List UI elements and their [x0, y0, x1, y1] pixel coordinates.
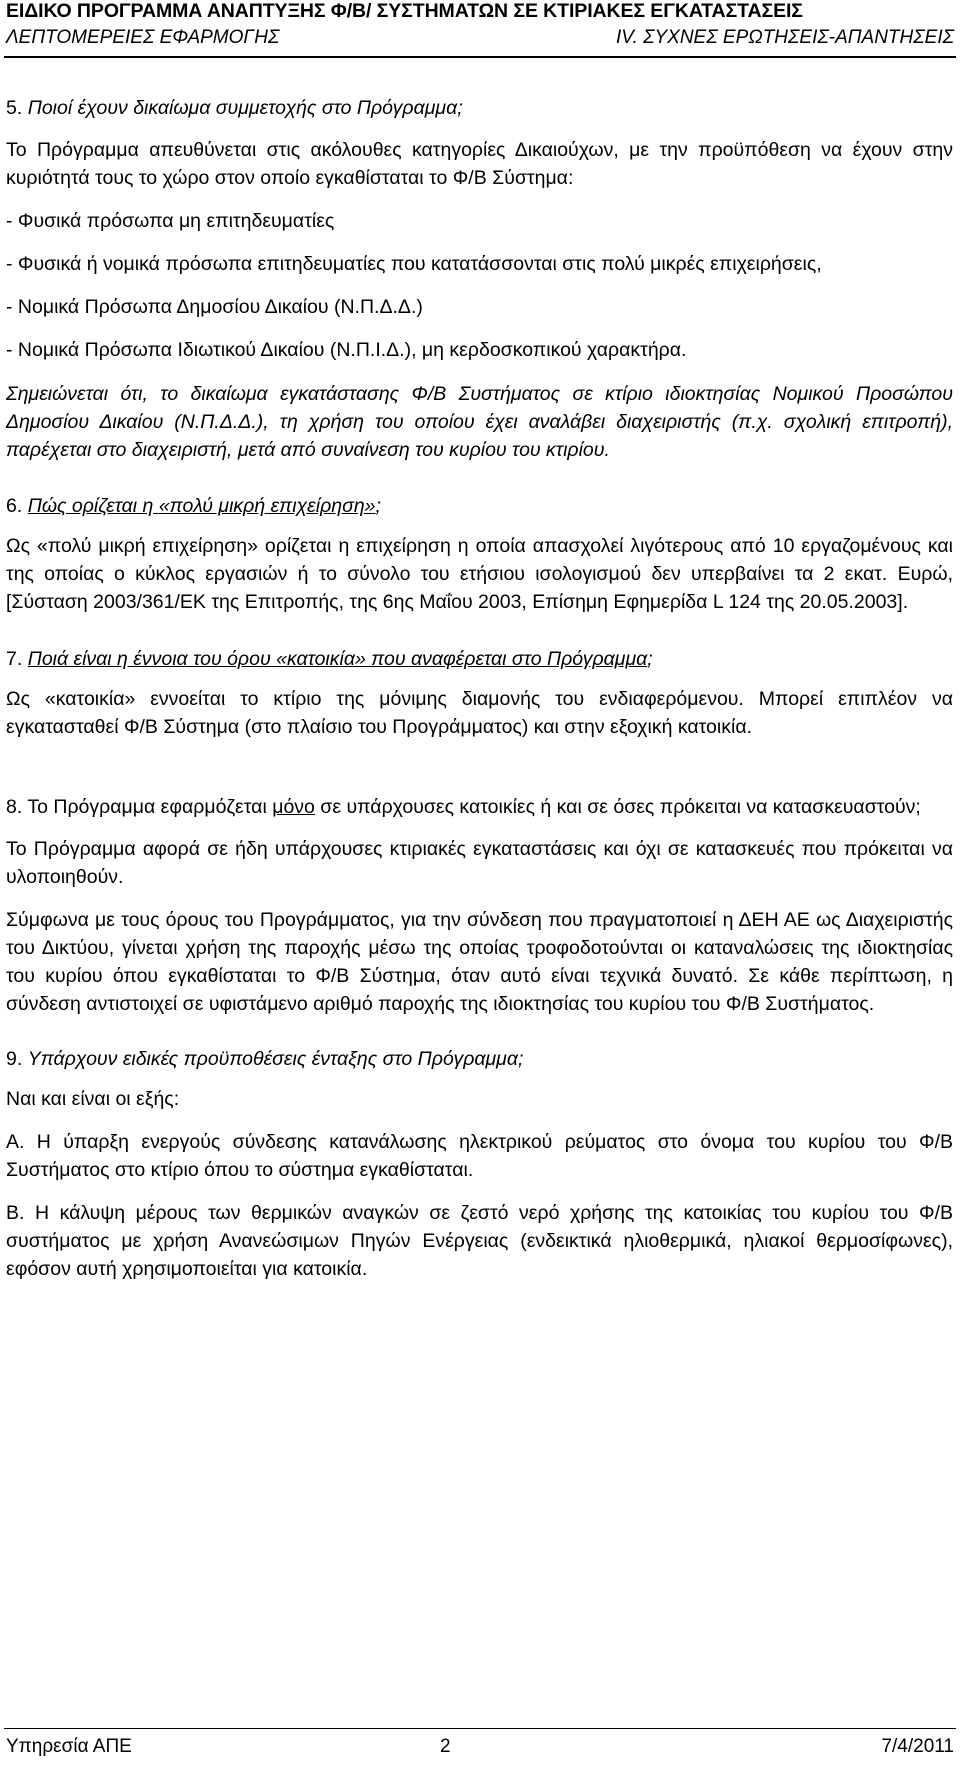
question-number: 7.: [6, 648, 23, 670]
question-number: 6.: [6, 495, 23, 517]
q7-answer: Ως «κατοικία» εννοείται το κτίριο της μόνιμης διαμονής του ενδιαφερόμενου. Μπορεί επιπλέον να εγκατασταθεί Φ/Β Σύστημα (στο πλαίσιο του Προγράμματος) και στην εξοχική κατοικία.: [6, 688, 953, 738]
question-6: [6, 492, 953, 520]
question-9: [6, 1045, 953, 1073]
q5-item: - Νομικά Πρόσωπα Δημοσίου Δικαίου (Ν.Π.Δ.Δ.): [6, 296, 423, 318]
q6-answer: Ως «πολύ μικρή επιχείρηση» ορίζεται η επιχείρηση η οποία απασχολεί λιγότερους από 10 εργαζομένους και της οποίας ο κύκλος εργασιών ή το σύνολο του ετήσιου ισολογισμού δεν υπερβαίνει τα 2 εκατ. Ευρώ, [Σύσταση 2003/361/ΕΚ της Επιτροπής, της 6ης Μαΐου 2003, Επίσημη Εφημερίδα L 124 της 20.05.2003].: [6, 535, 953, 613]
question-text-end: σε υπάρχουσες κατοικίες ή και σε όσες πρόκειται να κατασκευαστούν;: [314, 796, 921, 818]
question-number: 5.: [6, 97, 23, 119]
q5-item: - Φυσικά ή νομικά πρόσωπα επιτηδευματίες που κατατάσσονται στις πολύ μικρές επιχειρήσεις,: [6, 253, 822, 275]
question-text: Το Πρόγραμμα εφαρμόζεται: [27, 796, 273, 818]
q8-answer-1: Το Πρόγραμμα αφορά σε ήδη υπάρχουσες κτιριακές εγκαταστάσεις και όχι σε κατασκευές που πρόκειται να υλοποιηθούν.: [6, 838, 953, 888]
question-number: 9.: [6, 1048, 23, 1070]
document-title: ΕΙΔΙΚΟ ΠΡΟΓΡΑΜΜΑ ΑΝΑΠΤΥΞΗΣ Φ/Β/ ΣΥΣΤΗΜΑΤΩΝ ΣΕ ΚΤΙΡΙΑΚΕΣ ΕΓΚΑΤΑΣΤΑΣΕΙΣ: [6, 0, 803, 22]
q9-condition-b: Β. Η κάλυψη μέρους των θερμικών αναγκών σε ζεστό νερό χρήσης της κατοικίας του κυρίου του Φ/Β συστήματος με χρήση Ανανεώσιμων Πηγών Ενέργειας (ενδεικτικά ηλιοθερμικά, ηλιακοί θερμοσίφωνες), εφόσον αυτή χρησιμοποιείται για κατοικία.: [6, 1202, 953, 1280]
question-number: 8.: [6, 796, 23, 818]
q8-answer-2: Σύμφωνα με τους όρους του Προγράμματος, για την σύνδεση που πραγματοποιεί η ΔΕΗ ΑΕ ως Διαχειριστής του Δικτύου, γίνεται χρήση της παροχής μέσω της οποίας τροφοδοτούνται οι καταναλώσεις της ιδιοκτησίας του κυρίου όπου εγκαθίσταται το Φ/Β Σύστημα, όταν αυτό είναι τεχνικά δυνατό. Σε κάθε περίπτωση, η σύνδεση αντιστοιχεί σε υφιστάμενο αριθμό παροχής της ιδιοκτησίας του κυρίου του Φ/Β Συστήματος.: [6, 909, 953, 1015]
document-body: [6, 94, 953, 1298]
q5-item: - Φυσικά πρόσωπα μη επιτηδευματίες: [6, 210, 335, 232]
footer-date: 7/4/2011: [881, 1736, 954, 1757]
q5-item: - Νομικά Πρόσωπα Ιδιωτικού Δικαίου (Ν.Π.Ι.Δ.), μη κερδοσκοπικού χαρακτήρα.: [6, 339, 687, 361]
footer-department: Υπηρεσία ΑΠΕ: [6, 1736, 132, 1757]
question-8: [6, 793, 953, 821]
question-mark: ;: [375, 495, 381, 517]
question-term: «πολύ μικρή επιχείρηση»: [158, 495, 376, 517]
question-text: Ποιοί έχουν δικαίωμα συμμετοχής στο Πρόγραμμα;: [27, 97, 463, 119]
q9-intro: Ναι και είναι οι εξής:: [6, 1088, 180, 1110]
q5-note: Σημειώνεται ότι, το δικαίωμα εγκατάστασης Φ/Β Συστήματος σε κτίριο ιδιοκτησίας Νομικού Προσώπου Δημοσίου Δικαίου (Ν.Π.Δ.Δ.), τη χρήση του οποίου έχει αναλάβει διαχειριστής (π.χ. σχολική επιτροπή), παρέχεται στο διαχειριστή, μετά από συναίνεση του κυρίου του κτιρίου.: [6, 383, 953, 461]
question-text: Υπάρχουν ειδικές προϋποθέσεις ένταξης στο Πρόγραμμα;: [27, 1048, 524, 1070]
question-text: Ποιά είναι η έννοια του όρου: [27, 648, 277, 670]
footer-divider: [4, 1728, 956, 1729]
question-5: [6, 94, 953, 122]
section-label-left: ΛΕΠΤΟΜΕΡΕΙΕΣ ΕΦΑΡΜΟΓΗΣ: [6, 27, 280, 48]
header-divider: [4, 56, 956, 58]
question-emphasis: μόνο: [272, 796, 315, 818]
question-text: Πώς ορίζεται η: [27, 495, 159, 517]
question-term: «κατοικία»: [276, 648, 366, 670]
question-7: [6, 645, 953, 673]
question-text-end: που αναφέρεται στο Πρόγραμμα: [365, 648, 648, 670]
q5-intro: Το Πρόγραμμα απευθύνεται στις ακόλουθες κατηγορίες Δικαιούχων, με την προϋπόθεση να έχουν στην κυριότητά τους το χώρο στον οποίο εγκαθίσταται το Φ/Β Σύστημα:: [6, 139, 953, 189]
page-number: 2: [440, 1736, 451, 1757]
section-label-right: IV. ΣΥΧΝΕΣ ΕΡΩΤΗΣΕΙΣ-ΑΠΑΝΤΗΣΕΙΣ: [616, 27, 954, 48]
q9-condition-a: Α. Η ύπαρξη ενεργούς σύνδεσης κατανάλωσης ηλεκτρικού ρεύματος στο όνομα του κυρίου του Φ/Β Συστήματος στο κτίριο όπου το σύστημα εγκαθίσταται.: [6, 1131, 953, 1181]
question-mark: ;: [647, 648, 653, 670]
